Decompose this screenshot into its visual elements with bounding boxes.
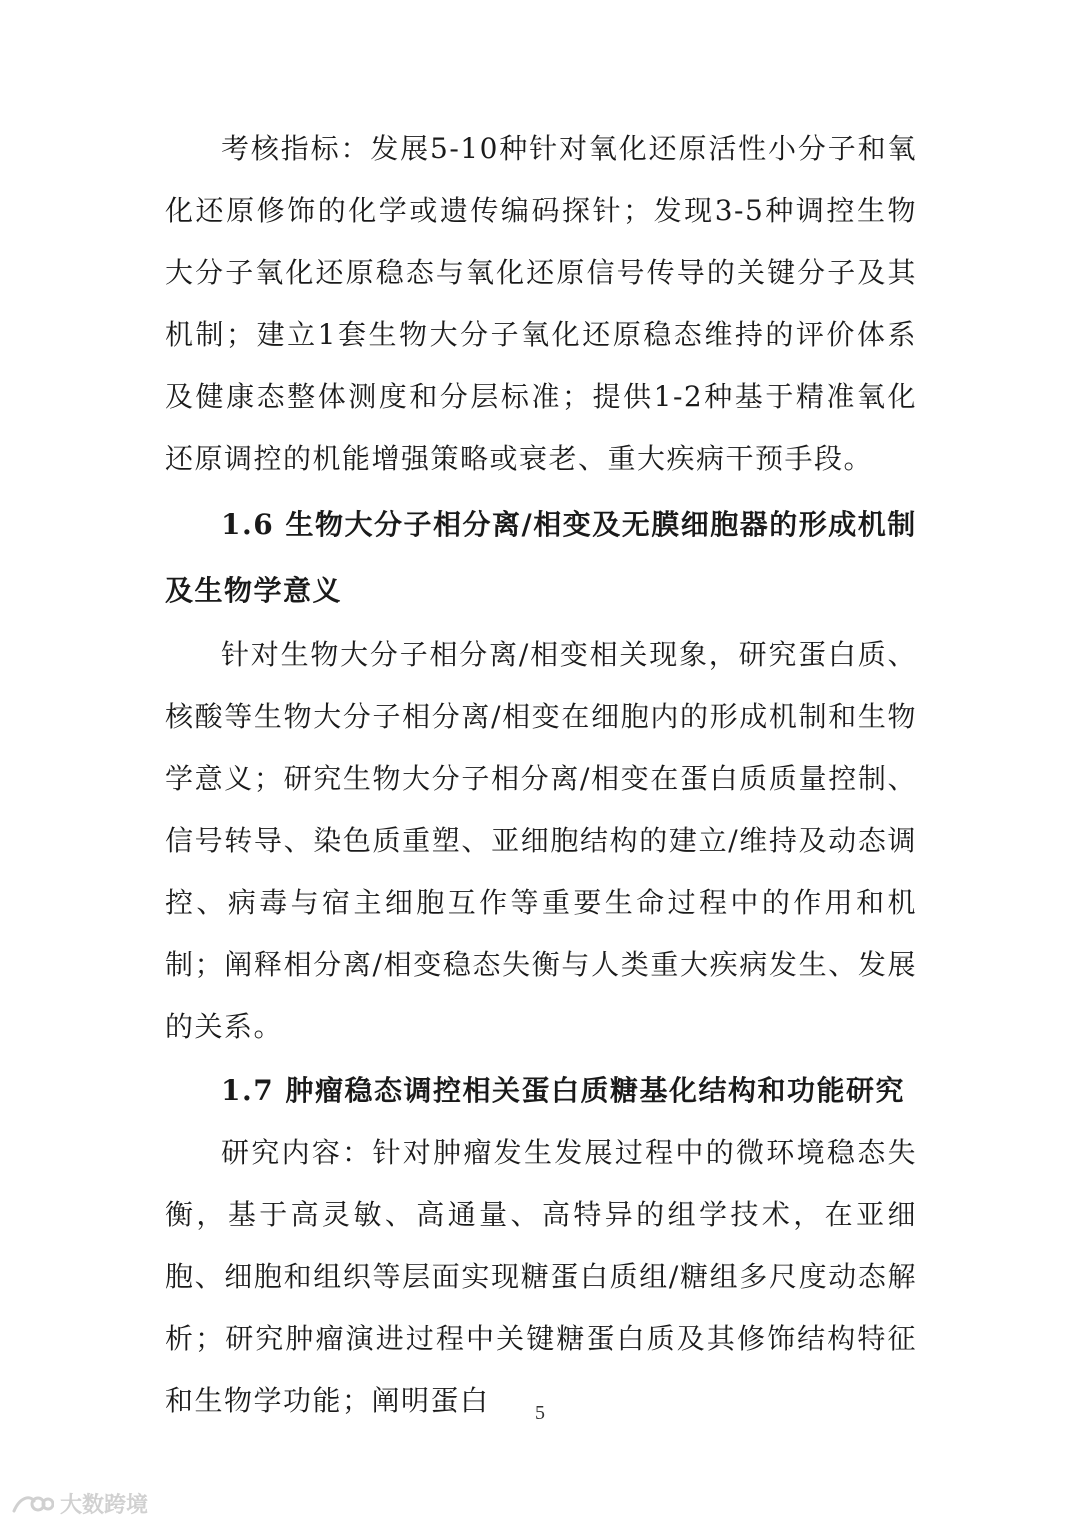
- watermark: [10, 1488, 148, 1519]
- page-number: 5: [535, 1402, 545, 1424]
- section-heading-1-7: 1.7 肿瘤稳态调控相关蛋白质糖基化结构和功能研究: [221, 1074, 905, 1107]
- paragraph-assessment-indicators: 考核指标：发展5-10种针对氧化还原活性小分子和氧化还原修饰的化学或遗传编码探针；发现3-5种调控生物大分子氧化还原稳态与氧化还原信号传导的关键分子及其机制；建立1套生物大分子氧化还原稳态维持的评价体系及健康态整体测度和分层标准；提供1-2种基于精准氧化还原调控的机能增强策略或衰老、重大疾病干预手段。: [165, 132, 917, 475]
- logo-icon: [10, 1491, 54, 1517]
- document-body: [165, 118, 917, 1432]
- paragraph-phase-separation: 针对生物大分子相分离/相变相关现象，研究蛋白质、核酸等生物大分子相分离/相变在细胞内的形成机制和生物学意义；研究生物大分子相分离/相变在蛋白质质量控制、信号转导、染色质重塑、亚细胞结构的建立/维持及动态调控、病毒与宿主细胞互作等重要生命过程中的作用和机制；阐释相分离/相变稳态失衡与人类重大疾病发生、发展的关系。: [165, 638, 917, 1043]
- section-heading-1-6: 1.6 生物大分子相分离/相变及无膜细胞器的形成机制及生物学意义: [165, 508, 917, 607]
- paragraph-research-content: 研究内容：针对肿瘤发生发展过程中的微环境稳态失衡，基于高灵敏、高通量、高特异的组学技术，在亚细胞、细胞和组织等层面实现糖蛋白质组/糖组多尺度动态解析；研究肿瘤演进过程中关键糖蛋白质及其修饰结构特征和生物学功能；阐明蛋白: [165, 1136, 917, 1417]
- watermark-text: 大数跨境: [60, 1493, 149, 1518]
